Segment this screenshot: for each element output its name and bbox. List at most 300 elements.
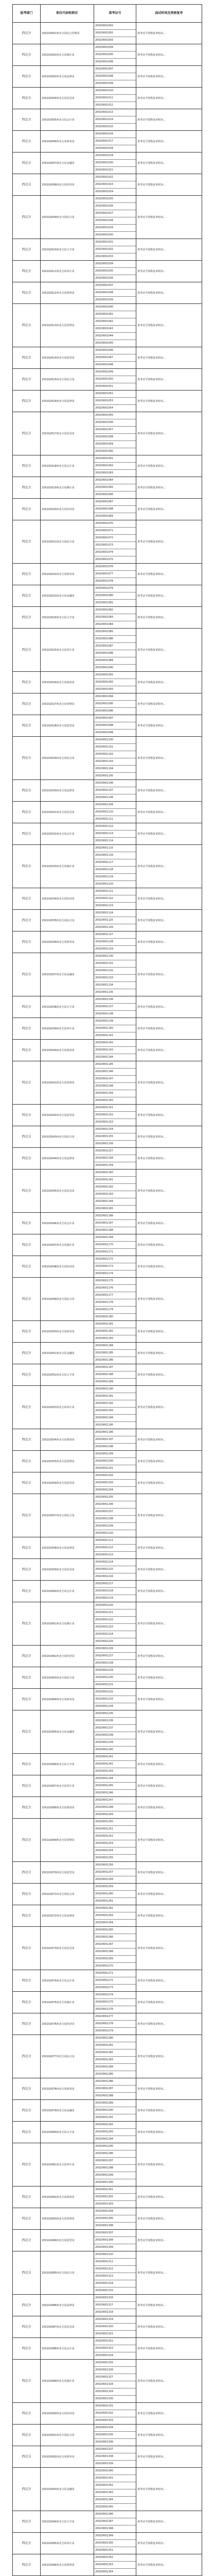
cell-dept: 西北分	[13, 88, 41, 109]
exam-id: 20020001242	[94, 1761, 136, 1768]
exam-id: 20020001333	[95, 2419, 113, 2422]
cell-position: 150102031西北分局信息岗	[41, 802, 94, 823]
exam-id: 20020001222	[94, 1617, 136, 1624]
cell-dept: 西北分	[13, 1602, 41, 1646]
exam-id: 20020001302	[94, 2194, 136, 2201]
exam-id: 20020001057	[94, 427, 136, 434]
cell-dept: 西北分	[13, 1170, 41, 1213]
table-row	[13, 1905, 202, 1927]
cell-dept: 西北分	[13, 629, 41, 672]
cell-dept: 西北分	[13, 1105, 41, 1126]
cell-dept: 西北分	[13, 1970, 41, 1992]
exam-id: 20020001003	[95, 39, 113, 42]
exam-id: 20020001342	[94, 2482, 136, 2489]
exam-id: 20020001014	[94, 116, 136, 124]
table-row	[13, 2446, 202, 2468]
exam-id: 20020001335	[94, 2432, 136, 2439]
cell-dept: 西北分	[13, 1386, 41, 1429]
cell-interview-note: 准考证号资格复审时间...	[136, 2143, 202, 2187]
cell-dept: 西北分	[13, 455, 41, 477]
cell-position: 150102088西北分局会计岗	[41, 2338, 94, 2360]
exam-id: 20020001270	[95, 1964, 113, 1968]
exam-id: 20020001246	[95, 1791, 113, 1794]
exam-id: 20020001324	[95, 2354, 113, 2357]
cell-interview-note: 准考证号资格复审时间...	[136, 2230, 202, 2251]
exam-id: 20020001325	[94, 2360, 136, 2367]
exam-id-list	[94, 1278, 136, 1320]
cell-position: 150102087西北分局信息岗	[41, 2316, 94, 2338]
exam-id-list	[94, 1970, 136, 1991]
exam-id: 20020001286	[94, 2078, 136, 2086]
exam-id: 20020001032	[94, 246, 136, 253]
exam-id: 20020001219	[95, 1597, 113, 1600]
cell-interview-note: 准考证号资格复审时间...	[136, 152, 202, 174]
cell-dept: 西北分	[13, 2251, 41, 2295]
cell-dept: 西北分	[13, 737, 41, 780]
cell-dept: 西北分	[13, 1927, 41, 1970]
cell-interview-note: 准考证号资格复审时间...	[136, 1061, 202, 1105]
exam-id: 20020001184	[94, 1343, 136, 1350]
cell-dept: 西北分	[13, 1905, 41, 1927]
cell-position: 150102070西北分局监管岗	[41, 1862, 94, 1884]
table-row	[13, 1992, 202, 2013]
exam-id: 20020001288	[95, 2094, 113, 2097]
exam-id: 20020001309	[95, 2246, 113, 2249]
table-row	[13, 715, 202, 737]
cell-exam-ids	[94, 780, 136, 802]
exam-id: 20020001249	[95, 1813, 113, 1816]
table-row	[13, 629, 202, 672]
cell-position: 150102058西北分局法律岗	[41, 1537, 94, 1559]
cell-dept: 西北分	[13, 2446, 41, 2468]
exam-id: 20020001245	[94, 1783, 136, 1790]
exam-id-list	[94, 477, 136, 498]
cell-position: 150102035西北分局综合岗	[41, 910, 94, 931]
exam-id: 20020001323	[94, 2345, 136, 2352]
exam-id-list	[94, 1905, 136, 1926]
cell-interview-note: 准考证号资格复审时间...	[136, 2403, 202, 2425]
table-row	[13, 2338, 202, 2360]
exam-id: 20020001019	[94, 152, 136, 160]
exam-id: 20020001312	[94, 2266, 136, 2273]
exam-id: 20020001020	[94, 160, 136, 167]
exam-id: 20020001345	[95, 2505, 113, 2509]
cell-exam-ids	[94, 2187, 136, 2208]
cell-exam-ids	[94, 1884, 136, 1905]
exam-id-list	[94, 1754, 136, 1775]
exam-id: 20020001140	[94, 1025, 136, 1032]
exam-id: 20020001264	[95, 1921, 113, 1924]
cell-interview-note: 准考证号资格复审时间...	[136, 931, 202, 953]
exam-id: 20020001218	[94, 1588, 136, 1595]
cell-dept: 西北分	[13, 2208, 41, 2230]
cell-position: 150102041西北分局管理岗	[41, 1061, 94, 1105]
cell-position: 150102078西北分局财务岗	[41, 2078, 94, 2100]
exam-id: 20020001329	[94, 2388, 136, 2396]
cell-interview-note: 准考证号资格复审时间...	[136, 953, 202, 996]
table-row	[13, 1646, 202, 1667]
exam-id: 20020001116	[94, 852, 136, 859]
cell-dept: 西北分	[13, 2013, 41, 2035]
cell-exam-ids	[94, 1278, 136, 1321]
cell-interview-note: 准考证号资格复审时间...	[136, 23, 202, 44]
cell-dept: 西北分	[13, 109, 41, 131]
cell-dept: 西北分	[13, 845, 41, 888]
exam-id: 20020001186	[95, 1359, 113, 1362]
cell-dept: 西北分	[13, 1040, 41, 1061]
exam-id: 20020001339	[95, 2462, 113, 2465]
exam-id: 20020001176	[94, 1285, 136, 1292]
table-row	[13, 1343, 202, 1364]
cell-dept: 西北分	[13, 1429, 41, 1451]
cell-interview-note: 准考证号资格复审时间...	[136, 1602, 202, 1646]
table-row	[13, 1018, 202, 1040]
cell-interview-note: 准考证号资格复审时间...	[136, 1472, 202, 1494]
exam-id-list	[94, 2511, 136, 2532]
exam-id-list	[94, 996, 136, 1018]
exam-id: 20020001110	[94, 809, 136, 816]
exam-id-list	[94, 780, 136, 801]
cell-position: 150102003西北分局法律岗	[41, 66, 94, 88]
cell-exam-ids	[94, 477, 136, 499]
exam-id-list	[94, 1061, 136, 1104]
cell-exam-ids	[94, 88, 136, 109]
cell-position: 150102018西北分局会计岗	[41, 455, 94, 477]
cell-exam-ids	[94, 1234, 136, 1256]
exam-id-list	[94, 737, 136, 779]
exam-id-list	[94, 1537, 136, 1558]
cell-interview-note: 准考证号资格复审时间...	[136, 412, 202, 455]
exam-id-list	[94, 174, 136, 195]
exam-id-list	[94, 1343, 136, 1364]
exam-id: 20020001292	[94, 2122, 136, 2129]
table-row	[13, 2122, 202, 2143]
exam-id: 20020001237	[94, 1725, 136, 1732]
table-row	[13, 1537, 202, 1559]
exam-id-list	[94, 412, 136, 455]
cell-interview-note: 准考证号资格复审时间...	[136, 1710, 202, 1754]
exam-id: 20020001321	[95, 2332, 113, 2335]
cell-exam-ids	[94, 1472, 136, 1494]
exam-id: 20020001112	[94, 823, 136, 831]
exam-id: 20020001152	[94, 1112, 136, 1119]
exam-id: 20020001170	[94, 1242, 136, 1249]
exam-id: 20020001029	[94, 225, 136, 232]
cell-exam-ids	[94, 1710, 136, 1754]
table-row	[13, 1819, 202, 1862]
exam-id-list	[94, 953, 136, 996]
cell-dept: 西北分	[13, 1667, 41, 1689]
cell-interview-note: 准考证号资格复审时间...	[136, 2100, 202, 2122]
cell-position: 150102043西北分局综合岗	[41, 1126, 94, 1148]
cell-position: 150102073西北分局信息岗	[41, 1927, 94, 1970]
exam-id-list	[94, 1819, 136, 1861]
exam-id: 20020001228	[95, 1662, 113, 1665]
exam-id: 20020001332	[94, 2410, 136, 2417]
exam-id: 20020001311	[94, 2259, 136, 2266]
cell-interview-note: 准考证号资格复审时间...	[136, 2511, 202, 2533]
cell-interview-note: 准考证号资格复审时间...	[136, 823, 202, 845]
table-row	[13, 347, 202, 369]
cell-interview-note: 准考证号资格复审时间...	[136, 1667, 202, 1689]
exam-id: 20020001328	[94, 2381, 136, 2388]
header-interview-note: 面试时间及资格复审	[136, 5, 202, 23]
exam-id: 20020001202	[94, 1472, 136, 1480]
exam-id: 20020001330	[95, 2397, 113, 2400]
exam-id: 20020001230	[94, 1674, 136, 1682]
cell-exam-ids	[94, 1689, 136, 1710]
cell-dept: 西北分	[13, 1278, 41, 1321]
exam-id: 20020001065	[94, 484, 136, 492]
cell-interview-note: 准考证号资格复审时间...	[136, 1775, 202, 1797]
cell-position: 150102022西北分局财务岗	[41, 564, 94, 585]
exam-id: 20020001126	[95, 926, 113, 929]
cell-dept: 西北分	[13, 1472, 41, 1494]
cell-position: 150102012西北分局调查岗	[41, 282, 94, 304]
exam-id: 20020001080	[94, 592, 136, 600]
exam-id: 20020001082	[94, 607, 136, 614]
exam-id: 20020001088	[94, 650, 136, 657]
exam-id: 20020001090	[95, 666, 113, 669]
table-row	[13, 88, 202, 109]
exam-id: 20020001263	[94, 1912, 136, 1920]
cell-dept: 西北分	[13, 2187, 41, 2208]
cell-position: 150102008西北分局经济岗	[41, 174, 94, 196]
exam-id: 20020001044	[94, 333, 136, 340]
exam-id-list	[94, 1451, 136, 1472]
exam-id: 20020001168	[95, 1229, 113, 1232]
exam-id: 20020001154	[94, 1126, 136, 1133]
exam-id: 20020001341	[94, 2475, 136, 2482]
cell-exam-ids	[94, 109, 136, 131]
cell-position: 150102068西北分局调查岗	[41, 1797, 94, 1819]
exam-id: 20020001192	[94, 1400, 136, 1408]
cell-dept: 西北分	[13, 607, 41, 629]
exam-id: 20020001303	[95, 2202, 113, 2206]
exam-id: 20020001193	[94, 1408, 136, 1415]
cell-interview-note: 准考证号资格复审时间...	[136, 1213, 202, 1234]
exam-id-list	[94, 845, 136, 888]
table-row	[13, 1061, 202, 1105]
exam-id: 20020001118	[94, 867, 136, 874]
cell-exam-ids	[94, 1797, 136, 1819]
exam-id: 20020001294	[95, 2138, 113, 2141]
cell-position: 150102029西北分局综合岗	[41, 737, 94, 780]
exam-id: 20020001307	[94, 2230, 136, 2237]
exam-id: 20020001183	[95, 1337, 113, 1340]
exam-id: 20020001338	[94, 2453, 136, 2461]
exam-id: 20020001087	[94, 643, 136, 650]
table-row	[13, 1472, 202, 1494]
exam-id: 20020001343	[94, 2489, 136, 2497]
cell-dept: 西北分	[13, 2533, 41, 2554]
exam-id: 20020001114	[95, 839, 113, 842]
cell-dept: 西北分	[13, 953, 41, 996]
exam-id: 20020001319	[94, 2316, 136, 2324]
cell-dept: 西北分	[13, 44, 41, 66]
exam-id: 20020001190	[94, 1386, 136, 1393]
cell-position: 150102051西北分局金融岗	[41, 1343, 94, 1364]
cell-exam-ids	[94, 1256, 136, 1278]
cell-exam-ids	[94, 1819, 136, 1862]
cell-dept: 西北分	[13, 1148, 41, 1170]
cell-position: 150102057西北分局综合岗	[41, 1494, 94, 1537]
cell-dept: 西北分	[13, 261, 41, 282]
cell-dept: 西北分	[13, 1819, 41, 1862]
cell-position: 150102050西北分局财务岗	[41, 1321, 94, 1343]
exam-id: 20020001094	[94, 693, 136, 701]
exam-id: 20020001086	[94, 636, 136, 643]
cell-dept: 西北分	[13, 1581, 41, 1602]
cell-dept: 西北分	[13, 23, 41, 44]
cell-exam-ids	[94, 2122, 136, 2143]
table-row	[13, 1927, 202, 1970]
exam-id-list	[94, 2295, 136, 2316]
cell-position: 150102019西北分局统计岗	[41, 477, 94, 499]
exam-id: 20020001334	[94, 2425, 136, 2432]
cell-position: 150102083西北分局管理岗	[41, 2208, 94, 2230]
exam-id-list	[94, 2316, 136, 2337]
exam-id: 20020001037	[94, 282, 136, 290]
cell-interview-note: 准考证号资格复审时间...	[136, 88, 202, 109]
exam-id: 20020001167	[94, 1220, 136, 1227]
exam-id: 20020001100	[94, 737, 136, 744]
table-row	[13, 2230, 202, 2251]
cell-position: 150102074西北分局会计岗	[41, 1970, 94, 1992]
cell-interview-note: 准考证号资格复审时间...	[136, 1927, 202, 1970]
exam-id-list	[94, 196, 136, 239]
exam-id: 20020001046	[94, 347, 136, 354]
cell-exam-ids	[94, 2338, 136, 2360]
exam-id: 20020001182	[94, 1328, 136, 1335]
exam-id: 20020001206	[94, 1501, 136, 1509]
exam-id: 20020001083	[94, 614, 136, 621]
cell-interview-note: 准考证号资格复审时间...	[136, 369, 202, 391]
cell-position: 150102038西北分局文字岗	[41, 996, 94, 1018]
table-row	[13, 477, 202, 499]
exam-id-list	[94, 1472, 136, 1494]
cell-exam-ids	[94, 499, 136, 520]
cell-dept: 西北分	[13, 1646, 41, 1667]
exam-id: 20020001162	[94, 1184, 136, 1191]
cell-dept: 西北分	[13, 369, 41, 391]
exam-id: 20020001283	[94, 2057, 136, 2064]
exam-id: 20020001273	[95, 1986, 113, 1989]
table-row	[13, 1170, 202, 1213]
exam-id: 20020001136	[94, 996, 136, 1004]
cell-exam-ids	[94, 455, 136, 477]
cell-exam-ids	[94, 347, 136, 369]
cell-exam-ids	[94, 2035, 136, 2078]
cell-interview-note: 准考证号资格复审时间...	[136, 1581, 202, 1602]
exam-id-list	[94, 1581, 136, 1602]
cell-interview-note: 准考证号资格复审时间...	[136, 1343, 202, 1364]
cell-interview-note: 准考证号资格复审时间...	[136, 1559, 202, 1581]
cell-dept: 西北分	[13, 2511, 41, 2533]
exam-id-list	[94, 1667, 136, 1688]
exam-id: 20020001027	[94, 210, 136, 217]
cell-position: 150102054西北分局调查岗	[41, 1429, 94, 1451]
cell-exam-ids	[94, 2316, 136, 2338]
exam-id: 20020001208	[94, 1516, 136, 1523]
exam-id: 20020001320	[94, 2324, 136, 2331]
exam-id: 20020001174	[95, 1272, 113, 1275]
exam-id: 20020001198	[95, 1445, 113, 1448]
exam-id: 20020001124	[94, 910, 136, 917]
exam-id: 20020001023	[94, 181, 136, 189]
cell-interview-note: 准考证号资格复审时间...	[136, 2360, 202, 2403]
exam-id: 20020001258	[95, 1878, 113, 1881]
exam-id-list	[94, 2100, 136, 2121]
exam-id: 20020001221	[94, 1609, 136, 1617]
exam-id: 20020001204	[95, 1488, 113, 1492]
cell-exam-ids	[94, 2511, 136, 2533]
exam-id: 20020001235	[94, 1710, 136, 1718]
table-row	[13, 1040, 202, 1061]
exam-id: 20020001194	[94, 1415, 136, 1422]
cell-position: 150102005西北分局会计岗	[41, 109, 94, 131]
exam-id: 20020001066	[95, 493, 113, 496]
exam-id: 20020001161	[94, 1177, 136, 1184]
exam-id: 20020001271	[94, 1970, 136, 1977]
cell-position: 150102056西北分局监管岗	[41, 1472, 94, 1494]
cell-exam-ids	[94, 2554, 136, 2576]
exam-id: 20020001227	[94, 1653, 136, 1660]
table-row	[13, 152, 202, 174]
cell-position: 150102090西北分局经济岗	[41, 2403, 94, 2425]
exam-id: 20020001033	[95, 255, 113, 258]
exam-id: 20020001028	[94, 217, 136, 225]
exam-id: 20020001180	[95, 1315, 113, 1318]
exam-id: 20020001254	[94, 1848, 136, 1855]
exam-id: 20020001238	[94, 1732, 136, 1739]
cell-exam-ids	[94, 1970, 136, 1992]
cell-dept: 西北分	[13, 2230, 41, 2251]
cell-interview-note: 准考证号资格复审时间...	[136, 1170, 202, 1213]
cell-interview-note: 准考证号资格复审时间...	[136, 1970, 202, 1992]
table-row	[13, 2187, 202, 2208]
cell-exam-ids	[94, 672, 136, 693]
cell-interview-note: 准考证号资格复审时间...	[136, 629, 202, 672]
exam-id-list	[94, 607, 136, 628]
exam-id: 20020001181	[94, 1321, 136, 1328]
exam-id-list	[94, 2360, 136, 2402]
cell-dept: 西北分	[13, 2143, 41, 2187]
exam-id: 20020001306	[95, 2224, 113, 2227]
exam-id-list	[94, 715, 136, 736]
cell-interview-note: 准考证号资格复审时间...	[136, 2078, 202, 2100]
table-row	[13, 2511, 202, 2533]
exam-id-list	[94, 2035, 136, 2078]
exam-id: 20020001269	[94, 1956, 136, 1963]
exam-id: 20020001134	[94, 982, 136, 989]
exam-id: 20020001313	[94, 2273, 136, 2280]
exam-id: 20020001259	[94, 1884, 136, 1891]
cell-position: 150102081西北分局审计岗	[41, 2143, 94, 2187]
cell-dept: 西北分	[13, 520, 41, 564]
exam-id: 20020001053	[94, 398, 136, 405]
cell-position: 150102096西北分局调查岗	[41, 2554, 94, 2576]
cell-dept: 西北分	[13, 1061, 41, 1105]
cell-position: 150102077西北分局综合岗	[41, 2035, 94, 2078]
exam-id: 20020001125	[94, 917, 136, 924]
cell-position: 150102036西北分局财务岗	[41, 931, 94, 953]
cell-exam-ids	[94, 823, 136, 845]
cell-exam-ids	[94, 2533, 136, 2554]
exam-id: 20020001001	[94, 23, 136, 30]
table-row	[13, 931, 202, 953]
cell-interview-note: 准考证号资格复审时间...	[136, 2295, 202, 2316]
